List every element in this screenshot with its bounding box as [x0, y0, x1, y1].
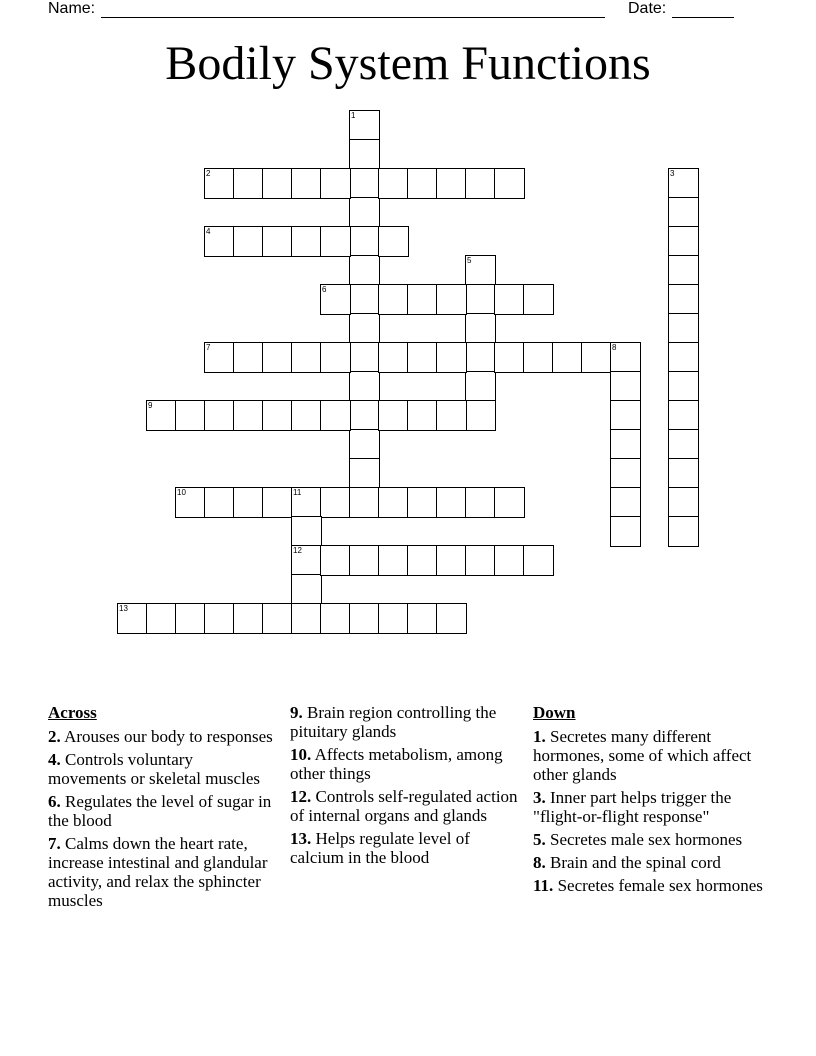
clue-text: Affects metabolism, among other things: [290, 745, 503, 783]
grid-cell[interactable]: [349, 255, 380, 286]
clue-text: Arouses our body to responses: [64, 727, 273, 746]
clue-down-1: [533, 727, 773, 784]
grid-cell[interactable]: [494, 168, 525, 199]
clue-text: Inner part helps trigger the "flight-or-flight response": [533, 788, 732, 826]
grid-cell[interactable]: [262, 342, 293, 373]
clue-number: 12.: [290, 787, 312, 806]
clue-text: Controls self-regulated action of internal organs and glands: [290, 787, 518, 825]
grid-cell[interactable]: [436, 284, 467, 315]
grid-cell[interactable]: [378, 342, 409, 373]
clue-number: 2.: [48, 727, 61, 746]
grid-cell[interactable]: [668, 342, 699, 373]
clue-number: 4.: [48, 750, 61, 769]
grid-cell[interactable]: [668, 516, 699, 547]
grid-cell[interactable]: [407, 487, 438, 518]
cell-number: 7: [206, 343, 211, 352]
clue-text: Secretes many different hormones, some of which affect other glands: [533, 727, 752, 784]
name-field[interactable]: [48, 0, 605, 18]
clue-number: 10.: [290, 745, 312, 764]
clue-text: Secretes male sex hormones: [550, 830, 743, 849]
grid-cell[interactable]: [407, 545, 438, 576]
grid-cell[interactable]: [523, 342, 554, 373]
grid-cell[interactable]: [668, 226, 699, 257]
clue-text: Helps regulate level of calcium in the blood: [290, 829, 470, 867]
grid-cell[interactable]: [320, 342, 351, 373]
grid-cell[interactable]: [349, 342, 380, 373]
clue-number: 9.: [290, 703, 303, 722]
grid-cell[interactable]: [146, 400, 177, 431]
grid-cell[interactable]: [523, 284, 554, 315]
clue-across-9: [290, 703, 520, 741]
grid-cell[interactable]: [494, 545, 525, 576]
down-clues-column: [533, 703, 773, 899]
grid-cell[interactable]: [291, 400, 322, 431]
grid-cell[interactable]: [233, 342, 264, 373]
grid-cell[interactable]: [291, 545, 322, 576]
cell-number: 12: [293, 546, 302, 555]
grid-cell[interactable]: [465, 371, 496, 402]
grid-cell[interactable]: [552, 342, 583, 373]
grid-cell[interactable]: [668, 458, 699, 489]
clue-down-3: [533, 788, 773, 826]
grid-cell[interactable]: [204, 168, 235, 199]
grid-cell[interactable]: [233, 487, 264, 518]
grid-cell[interactable]: [349, 110, 380, 141]
grid-cell[interactable]: [233, 400, 264, 431]
date-field[interactable]: [628, 0, 734, 18]
grid-cell[interactable]: [610, 487, 641, 518]
grid-cell[interactable]: [668, 429, 699, 460]
clue-text: Brain region controlling the pituitary glands: [290, 703, 497, 741]
grid-cell[interactable]: [349, 545, 380, 576]
clue-number: 11.: [533, 876, 554, 895]
grid-cell[interactable]: [407, 168, 438, 199]
grid-cell[interactable]: [262, 400, 293, 431]
grid-cell[interactable]: [233, 168, 264, 199]
grid-cell[interactable]: [465, 487, 496, 518]
grid-cell[interactable]: [291, 487, 322, 518]
across-clues-column-1: [48, 703, 273, 914]
clue-down-11: [533, 876, 773, 895]
grid-cell[interactable]: [610, 371, 641, 402]
grid-cell[interactable]: [494, 284, 525, 315]
grid-cell[interactable]: [436, 400, 467, 431]
grid-cell[interactable]: [349, 313, 380, 344]
grid-cell[interactable]: [668, 255, 699, 286]
grid-cell[interactable]: [349, 400, 380, 431]
grid-cell[interactable]: [320, 603, 351, 634]
cell-number: 11: [293, 488, 302, 497]
across-clues-column-2: [290, 703, 520, 871]
grid-cell[interactable]: [668, 284, 699, 315]
grid-cell[interactable]: [320, 226, 351, 257]
grid-cell[interactable]: [465, 255, 496, 286]
grid-cell[interactable]: [146, 603, 177, 634]
cell-number: 2: [206, 169, 211, 178]
clue-across-4: [48, 750, 273, 788]
grid-cell[interactable]: [465, 313, 496, 344]
grid-cell[interactable]: [407, 284, 438, 315]
grid-cell[interactable]: [349, 168, 380, 199]
grid-cell[interactable]: [291, 342, 322, 373]
grid-cell[interactable]: [349, 603, 380, 634]
grid-cell[interactable]: [320, 168, 351, 199]
grid-cell[interactable]: [320, 284, 351, 315]
grid-cell[interactable]: [204, 400, 235, 431]
grid-cell[interactable]: [610, 458, 641, 489]
clue-across-10: [290, 745, 520, 783]
grid-cell[interactable]: [610, 429, 641, 460]
grid-cell[interactable]: [291, 516, 322, 547]
grid-cell[interactable]: [291, 168, 322, 199]
clue-across-2: [48, 727, 273, 746]
clue-number: 5.: [533, 830, 546, 849]
grid-cell[interactable]: [668, 313, 699, 344]
grid-cell[interactable]: [581, 342, 612, 373]
grid-cell[interactable]: [262, 487, 293, 518]
grid-cell[interactable]: [204, 487, 235, 518]
clue-down-5: [533, 830, 773, 849]
grid-cell[interactable]: [233, 226, 264, 257]
grid-cell[interactable]: [378, 226, 409, 257]
grid-cell[interactable]: [407, 603, 438, 634]
across-heading: Across: [48, 703, 97, 722]
grid-cell[interactable]: [668, 400, 699, 431]
grid-cell[interactable]: [349, 429, 380, 460]
grid-cell[interactable]: [175, 603, 206, 634]
grid-cell[interactable]: [262, 168, 293, 199]
grid-cell[interactable]: [668, 197, 699, 228]
grid-cell[interactable]: [378, 545, 409, 576]
down-heading: Down: [533, 703, 576, 722]
grid-cell[interactable]: [204, 226, 235, 257]
grid-cell[interactable]: [320, 545, 351, 576]
grid-cell[interactable]: [320, 400, 351, 431]
clue-number: 3.: [533, 788, 546, 807]
grid-cell[interactable]: [204, 603, 235, 634]
grid-cell[interactable]: [668, 168, 699, 199]
grid-cell[interactable]: [349, 487, 380, 518]
grid-cell[interactable]: [349, 139, 380, 170]
grid-cell[interactable]: [610, 342, 641, 373]
grid-cell[interactable]: [378, 400, 409, 431]
name-label: Name:: [48, 0, 96, 17]
grid-cell[interactable]: [436, 603, 467, 634]
grid-cell[interactable]: [465, 545, 496, 576]
grid-cell[interactable]: [349, 197, 380, 228]
grid-cell[interactable]: [668, 371, 699, 402]
grid-cell[interactable]: [436, 168, 467, 199]
clue-text: Brain and the spinal cord: [550, 853, 721, 872]
grid-cell[interactable]: [378, 487, 409, 518]
clue-number: 13.: [290, 829, 312, 848]
clue-number: 7.: [48, 834, 61, 853]
clue-across-13: [290, 829, 520, 867]
grid-cell[interactable]: [291, 226, 322, 257]
date-blank-line[interactable]: [672, 2, 734, 18]
grid-cell[interactable]: [436, 545, 467, 576]
grid-cell[interactable]: [465, 400, 496, 431]
page-title: Bodily System Functions: [165, 37, 651, 90]
cell-number: 13: [119, 604, 128, 613]
date-label: Date:: [628, 0, 667, 17]
grid-cell[interactable]: [465, 284, 496, 315]
clue-down-8: [533, 853, 773, 872]
grid-cell[interactable]: [523, 545, 554, 576]
grid-cell[interactable]: [175, 400, 206, 431]
grid-cell[interactable]: [291, 603, 322, 634]
grid-cell[interactable]: [175, 487, 206, 518]
name-blank-line[interactable]: [101, 2, 605, 18]
grid-cell[interactable]: [117, 603, 148, 634]
grid-cell[interactable]: [291, 574, 322, 605]
cell-number: 5: [467, 256, 472, 265]
clue-text: Calms down the heart rate, increase intestinal and glandular activity, and relax the sphincter muscles: [48, 834, 268, 910]
cell-number: 1: [351, 111, 356, 120]
grid-cell[interactable]: [349, 226, 380, 257]
clue-text: Controls voluntary movements or skeletal muscles: [48, 750, 260, 788]
grid-cell[interactable]: [407, 400, 438, 431]
cell-number: 9: [148, 401, 153, 410]
grid-cell[interactable]: [320, 487, 351, 518]
grid-cell[interactable]: [233, 603, 264, 634]
grid-cell[interactable]: [610, 400, 641, 431]
clue-across-7: [48, 834, 273, 910]
grid-cell[interactable]: [436, 342, 467, 373]
clue-number: 8.: [533, 853, 546, 872]
clue-number: 6.: [48, 792, 61, 811]
grid-cell[interactable]: [349, 284, 380, 315]
grid-cell[interactable]: [465, 342, 496, 373]
clue-number: 1.: [533, 727, 546, 746]
grid-cell[interactable]: [494, 487, 525, 518]
clue-text: Secretes female sex hormones: [557, 876, 763, 895]
grid-cell[interactable]: [378, 168, 409, 199]
clue-text: Regulates the level of sugar in the blood: [48, 792, 272, 830]
grid-cell[interactable]: [436, 487, 467, 518]
cell-number: 3: [670, 169, 675, 178]
cell-number: 10: [177, 488, 186, 497]
grid-cell[interactable]: [349, 371, 380, 402]
grid-cell[interactable]: [204, 342, 235, 373]
grid-cell[interactable]: [407, 342, 438, 373]
grid-cell[interactable]: [494, 342, 525, 373]
grid-cell[interactable]: [262, 226, 293, 257]
clue-across-6: [48, 792, 273, 830]
clue-across-12: [290, 787, 520, 825]
cell-number: 8: [612, 343, 617, 352]
grid-cell[interactable]: [378, 603, 409, 634]
cell-number: 6: [322, 285, 327, 294]
grid-cell[interactable]: [262, 603, 293, 634]
grid-cell[interactable]: [465, 168, 496, 199]
grid-cell[interactable]: [378, 284, 409, 315]
grid-cell[interactable]: [668, 487, 699, 518]
cell-number: 4: [206, 227, 211, 236]
grid-cell[interactable]: [349, 458, 380, 489]
grid-cell[interactable]: [610, 516, 641, 547]
